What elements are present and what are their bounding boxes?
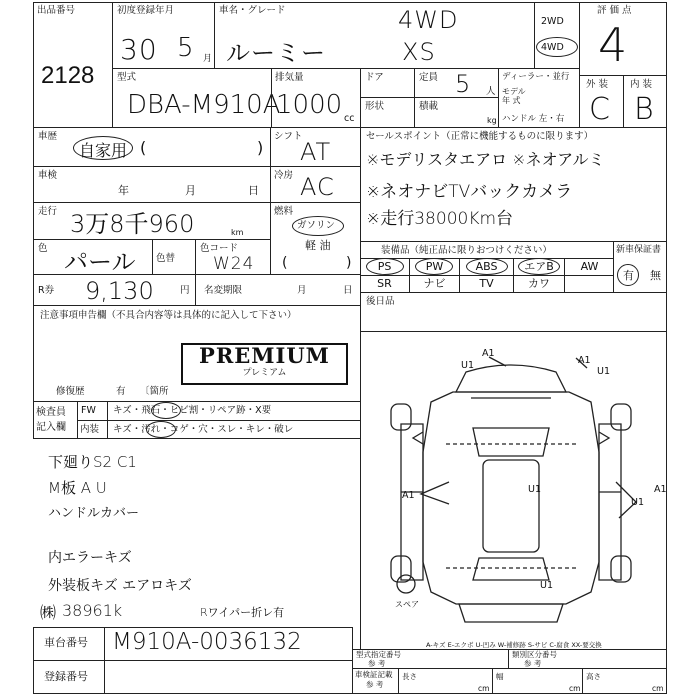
fw-stone-circle (151, 402, 181, 419)
km-unit: km (231, 228, 244, 237)
eq-sr: SR (377, 277, 392, 290)
eq-ps: PS (377, 260, 392, 273)
model-name: ルーミー (226, 39, 326, 67)
premium-en: PREMIUM (199, 343, 330, 368)
damage-label-1: A1 (482, 348, 495, 359)
type-cert-ref: 参 考 (368, 659, 386, 668)
fuel-paren: ( (282, 255, 288, 271)
repair-value: 有 (116, 386, 126, 397)
history-value: 自家用 (79, 141, 128, 160)
drive-handwritten: 4WD (398, 6, 459, 34)
repair-label: 修復歴 (56, 386, 85, 397)
chassis-value: M910A-0036132 (112, 629, 302, 655)
dealer-label: ディーラー・並行 (502, 72, 570, 82)
inspection-box (33, 166, 271, 203)
reg-label: 登録番号 (44, 670, 88, 683)
grade-value: 4 (598, 18, 629, 72)
yen-unit: 円 (180, 285, 190, 296)
drive-4wd: 4WD (541, 42, 564, 53)
damage-label-2: U1 (461, 360, 474, 371)
size-div-1 (398, 668, 399, 694)
exterior-label: 外 装 (586, 79, 609, 90)
damage-label-7: U1 (631, 497, 644, 508)
size-ref: 参 考 (366, 680, 384, 689)
chassis-divider (104, 627, 105, 661)
handle-label: ハンドル 左・右 (502, 114, 565, 124)
model-year-label: モデル 年 式 (502, 87, 526, 105)
inspector-label: 検査員 記入欄 (36, 407, 66, 433)
color-value: パール (64, 248, 136, 276)
eq-tv: TV (479, 277, 494, 290)
name-change-label: 名変期限 (204, 285, 243, 296)
eq-pw: PW (425, 260, 444, 273)
warranty-yes: 有 (623, 269, 634, 282)
later-box (360, 292, 667, 332)
color-label: 色 (38, 243, 48, 254)
load-label: 積載 (419, 101, 439, 112)
interior-dirt-circle (146, 421, 176, 438)
interior-grade: B (634, 92, 655, 127)
warranty-label: 新車保証書 (616, 245, 662, 255)
inspector-row-divider (77, 420, 361, 421)
eq-ps-circle (366, 258, 404, 275)
displacement-value: 1000 (276, 90, 343, 120)
eq-abs-circle (466, 258, 508, 275)
displacement-label: 排気量 (275, 72, 304, 83)
r-ticket-label: R券 (38, 285, 55, 296)
size-div-2 (492, 668, 493, 694)
damage-legend: A-キズ E-エクボ U-凹み W-補修跡 S-サビ C-腐食 XX-要交換 (426, 641, 602, 649)
chassis-label: 車台番号 (44, 636, 88, 649)
type-cert-label: 型式指定番号 (356, 650, 401, 659)
note-line-7: Rワイパー折レ有 (200, 606, 285, 619)
capacity-label: 定員 (419, 72, 439, 83)
damage-label-4: U1 (597, 366, 610, 377)
repair-place: 〔箇所 (140, 386, 169, 397)
eq-aw: AW (580, 260, 599, 273)
first-reg-year: 30 (120, 33, 158, 66)
r-ticket-value: 9,130 (85, 277, 154, 305)
type-value: DBA-M910A (127, 90, 281, 120)
reg-divider (104, 660, 105, 694)
drive-2wd: 2WD (541, 16, 564, 27)
note-line-3: ハンドルカバー (48, 506, 140, 521)
month-suffix: 月 (203, 54, 213, 64)
eq-navi: ナビ (423, 277, 446, 290)
sales-line-3: ※走行38000Km台 (366, 209, 514, 229)
equipment-title: 装備品（純正品に限りおつけください） (381, 245, 552, 256)
model-name-label: 車名・グレード (219, 5, 286, 16)
nc-month: 月 (297, 285, 307, 296)
mileage-label: 走行 (38, 206, 58, 217)
fuel-paren-close: ) (346, 255, 352, 271)
width-label: 幅 (496, 672, 504, 681)
history-box (33, 127, 271, 167)
insp-month: 月 (185, 184, 196, 197)
color-divider (152, 239, 153, 275)
fw-divider (107, 401, 108, 439)
fw-label: FW (81, 405, 96, 416)
shift-value: AT (300, 138, 332, 166)
person-unit: 人 (486, 86, 496, 97)
interior-inspect-label: 内装 (80, 424, 100, 435)
premium-stamp (181, 343, 348, 385)
nc-day: 日 (343, 285, 353, 296)
size-label: 車検証記載 (355, 670, 393, 679)
sales-line-1: ※モデリスタエアロ ※ネオアルミ (366, 150, 605, 169)
insp-year: 年 (118, 184, 129, 197)
notes-title: 注意事項申告欄（不具合内容等は具体的に記入して下さい） (40, 310, 297, 321)
fw-items: キズ・飛石・ヒビ割・リペア跡・X要 (113, 405, 272, 416)
note-line-2: M板 A U (48, 479, 107, 497)
damage-label-3: A1 (578, 355, 591, 366)
length-cm: cm (478, 684, 490, 693)
sales-line-2: ※ネオナビTVバックカメラ (366, 182, 573, 202)
damage-label-5: A1 (402, 490, 415, 501)
eq-airbag-circle (518, 258, 560, 275)
eq-abs: ABS (475, 260, 498, 273)
shape-label: 形状 (365, 101, 385, 112)
insp-day: 日 (248, 184, 259, 197)
kg-unit: kg (487, 116, 497, 125)
first-reg-month: 5 (177, 33, 195, 63)
history-paren-close: ) (257, 138, 264, 157)
history-paren: ( (140, 138, 147, 157)
lot-number: 2128 (41, 62, 95, 89)
type-cert-div (508, 649, 509, 669)
shift-label: シフト (274, 131, 303, 142)
drive-box (534, 2, 580, 69)
warranty-no: 無 (650, 269, 661, 282)
eq-airbag: エアB (524, 260, 554, 273)
width-cm: cm (569, 684, 581, 693)
door-label: ドア (365, 72, 384, 83)
premium-jp: プレミアム (242, 368, 287, 378)
category-ref: 参 考 (524, 659, 542, 668)
first-reg-label: 初度登録年月 (117, 5, 175, 16)
height-label: 高さ (586, 672, 601, 681)
length-label: 長さ (402, 672, 417, 681)
grade-label: 評 価 点 (597, 5, 632, 16)
cooler-label: 冷房 (274, 170, 294, 181)
height-cm: cm (652, 684, 664, 693)
inspection-label: 車検 (38, 170, 58, 181)
type-label: 型式 (117, 72, 137, 83)
size-box (352, 668, 667, 694)
size-div-3 (582, 668, 583, 694)
repair-place-text: 箇所 (149, 386, 169, 397)
grade-handwritten: XS (402, 38, 436, 66)
damage-label-6: U1 (528, 484, 541, 495)
category-label: 類別区分番号 (512, 650, 557, 659)
capacity-value: 5 (455, 70, 472, 98)
history-label: 車歴 (38, 131, 58, 142)
mileage-value: 3万8千960 (70, 210, 195, 238)
color-code-value: W24 (213, 254, 255, 274)
interior-label: 内 装 (630, 79, 653, 90)
car-diagram (361, 332, 666, 632)
damage-label-9: U1 (540, 580, 553, 591)
note-line-6-prefix: ㈱ (40, 603, 58, 622)
color-change-label: 色替 (156, 253, 176, 264)
damage-label-8: A1 (654, 484, 667, 495)
eq-leather: カワ (528, 277, 550, 290)
spare-label: スペア (395, 600, 419, 609)
color-code-label: 色コード (200, 243, 239, 254)
interior-items: キズ・汚れ・コゲ・穴・スレ・キレ・破レ (113, 424, 294, 435)
cc-unit: cc (344, 113, 355, 124)
cooler-value: AC (300, 173, 335, 201)
fuel-diesel: 軽 油 (305, 239, 331, 252)
note-line-1: 下廻りS2 C1 (48, 453, 137, 471)
lot-label: 出品番号 (37, 5, 76, 16)
exterior-grade: C (589, 92, 611, 127)
note-line-4: 内エラーキズ (48, 550, 132, 566)
fuel-label: 燃料 (274, 206, 294, 217)
eq-pw-circle (415, 258, 453, 275)
fuel-gas: ガソリン (297, 220, 336, 231)
color-divider-2 (195, 239, 196, 275)
sales-title: セールスポイント（正常に機能するものに限ります） (366, 131, 594, 142)
note-line-5: 外装板キズ エアロキズ (48, 578, 192, 594)
later-label: 後日品 (366, 296, 395, 307)
note-line-6: 38961k (62, 601, 123, 620)
